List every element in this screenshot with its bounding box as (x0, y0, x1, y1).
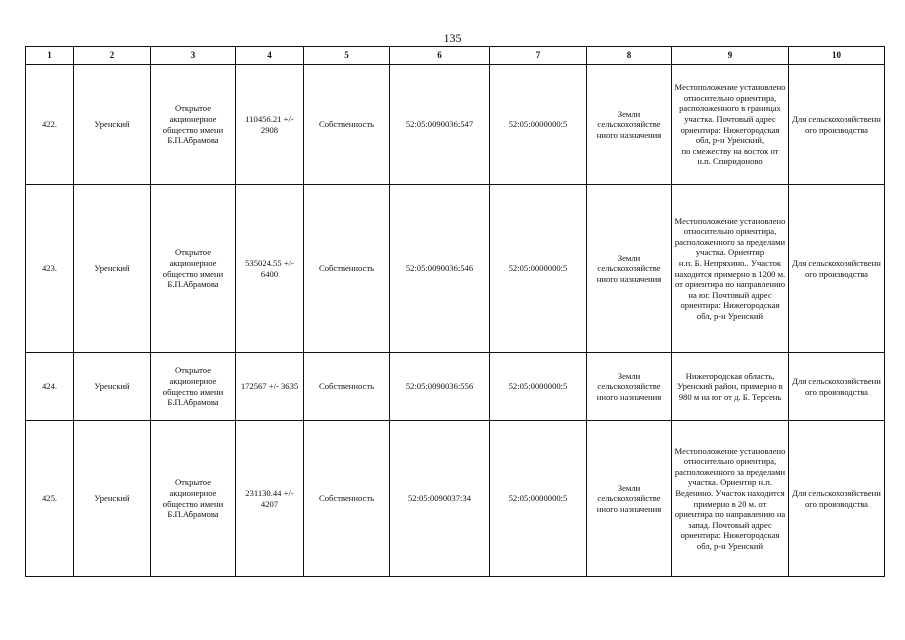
column-header: 10 (789, 47, 885, 65)
area-cell: 172567 +/- 3635 (236, 353, 304, 421)
cadastral-quarter-cell: 52:05:0000000:5 (490, 421, 587, 577)
owner-cell: Открытое акционерное общество имени Б.П.Абрамова (151, 185, 236, 353)
column-header: 8 (587, 47, 672, 65)
table-row (26, 65, 885, 185)
location-cell: Местоположение установлено относительно ориентира, расположенного за пределами участка. Ориентир н.п. Веденино. Участок находится примерно в 20 м. от ориентира по направлению на запад. Почтовый адрес ориентира: Нижегородская обл, р-н Уренский (672, 421, 789, 577)
area-cell: 231130.44 +/- 4207 (236, 421, 304, 577)
land-category-cell: Земли сельскохозяйстве нного назначения (587, 421, 672, 577)
cadastral-quarter-cell: 52:05:0000000:5 (490, 65, 587, 185)
permitted-use-cell: Для сельскохозяйственн ого производства (789, 353, 885, 421)
owner-cell: Открытое акционерное общество имени Б.П.Абрамова (151, 65, 236, 185)
column-header: 6 (390, 47, 490, 65)
column-header: 5 (304, 47, 390, 65)
permitted-use-cell: Для сельскохозяйственн ого производства (789, 65, 885, 185)
column-header: 1 (26, 47, 74, 65)
column-header: 7 (490, 47, 587, 65)
right-type-cell: Собственность (304, 421, 390, 577)
row-number: 425. (26, 421, 74, 577)
table-row (26, 185, 885, 353)
column-header: 4 (236, 47, 304, 65)
row-number: 422. (26, 65, 74, 185)
permitted-use-cell: Для сельскохозяйственн ого производства (789, 185, 885, 353)
right-type-cell: Собственность (304, 65, 390, 185)
land-category-cell: Земли сельскохозяйстве нного назначения (587, 65, 672, 185)
cadastral-number-cell: 52:05:0090036:546 (390, 185, 490, 353)
table-row (26, 421, 885, 577)
row-number: 423. (26, 185, 74, 353)
location-cell: Местоположение установлено относительно ориентира, расположенного в границах участка. Почтовый адрес ориентира: Нижегородская обл, р-н Уренский, по смежеству на восток от н.п. Спиридоново (672, 65, 789, 185)
right-type-cell: Собственность (304, 185, 390, 353)
district-cell: Уренский (74, 65, 151, 185)
column-header: 9 (672, 47, 789, 65)
cadastral-quarter-cell: 52:05:0000000:5 (490, 353, 587, 421)
column-header: 3 (151, 47, 236, 65)
owner-cell: Открытое акционерное общество имени Б.П.Абрамова (151, 353, 236, 421)
district-cell: Уренский (74, 421, 151, 577)
header-row (26, 47, 885, 65)
district-cell: Уренский (74, 185, 151, 353)
cadastral-number-cell: 52:05:0090036:556 (390, 353, 490, 421)
location-cell: Нижегородская область, Уренский район, примерно в 980 м на юг от д. Б. Терсень (672, 353, 789, 421)
land-category-cell: Земли сельскохозяйстве нного назначения (587, 353, 672, 421)
table-row (26, 353, 885, 421)
cadastral-quarter-cell: 52:05:0000000:5 (490, 185, 587, 353)
land-category-cell: Земли сельскохозяйстве нного назначения (587, 185, 672, 353)
area-cell: 535024.55 +/- 6400 (236, 185, 304, 353)
owner-cell: Открытое акционерное общество имени Б.П.Абрамова (151, 421, 236, 577)
location-cell: Местоположение установлено относительно ориентира, расположенного за пределами участка. Ориентир н.п. Б. Непряхино.. Участок находится примерно в 1200 м. от ориентира по направлению на юг. Почтовый адрес ориентира: Нижегородская обл, р-н Уренский (672, 185, 789, 353)
cadastral-number-cell: 52:05:0090036:547 (390, 65, 490, 185)
area-cell: 110456.21 +/- 2908 (236, 65, 304, 185)
land-register-table (25, 46, 885, 577)
column-header: 2 (74, 47, 151, 65)
permitted-use-cell: Для сельскохозяйственн ого производства (789, 421, 885, 577)
right-type-cell: Собственность (304, 353, 390, 421)
cadastral-number-cell: 52:05:0090037:34 (390, 421, 490, 577)
district-cell: Уренский (74, 353, 151, 421)
row-number: 424. (26, 353, 74, 421)
page-number: 135 (443, 31, 462, 45)
